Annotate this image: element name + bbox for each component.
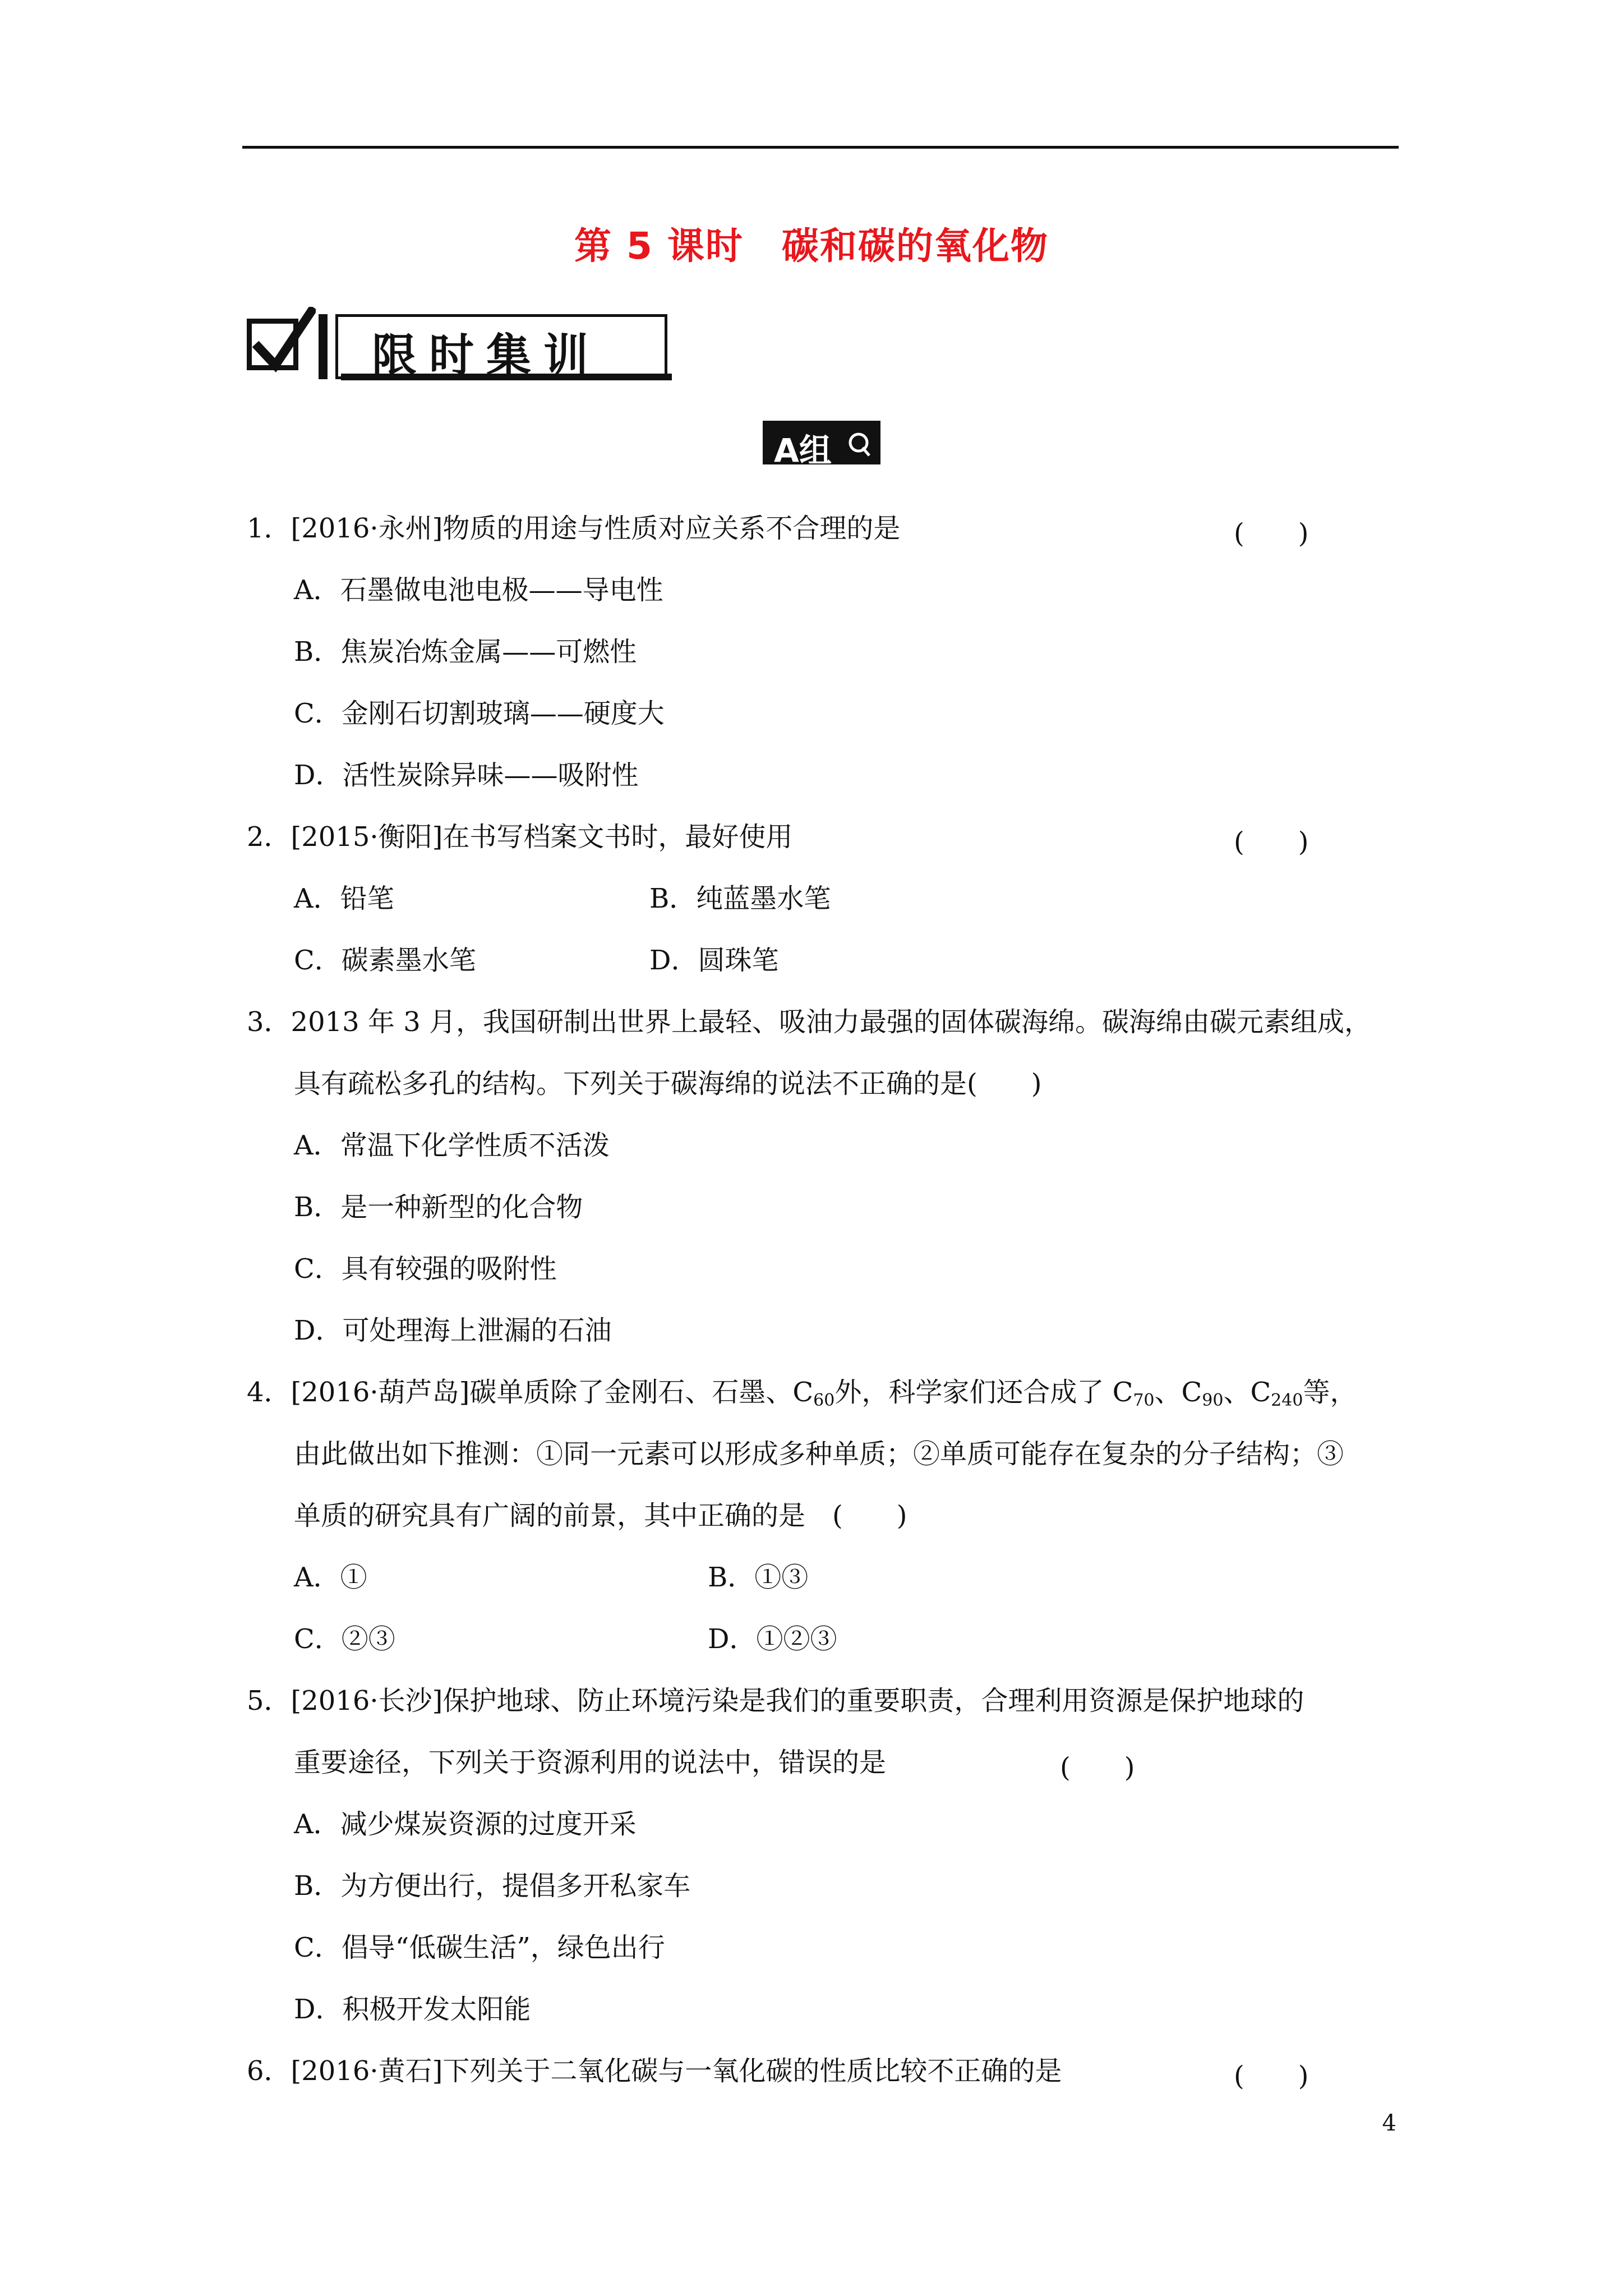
question-3-option-d: D．可处理海上泄漏的石油	[294, 1315, 612, 1346]
question-5-answer-blank: ( )	[1060, 1752, 1135, 1783]
q4-text-c: 、C	[1154, 1377, 1202, 1408]
magnifier-icon	[847, 431, 873, 458]
question-1-option-d: D．活性炭除异味——吸附性	[294, 760, 639, 791]
question-2-answer-blank: ( )	[1234, 826, 1309, 858]
q4-sub-240: 240	[1271, 1391, 1303, 1410]
question-5-stem-line-2: 重要途径，下列关于资源利用的说法中，错误的是	[294, 1747, 887, 1778]
question-2-option-b: B．纯蓝墨水笔	[649, 883, 831, 914]
question-1-stem: 1．[2016·永州]物质的用途与性质对应关系不合理的是	[247, 513, 901, 544]
question-3-stem-line-1: 3．2013 年 3 月，我国研制出世界上最轻、吸油力最强的固体碳海绵。碳海绵由碳元素组成，	[247, 1006, 1372, 1038]
question-4-option-a: A．①	[294, 1562, 367, 1593]
page-title: 第 5 课时 碳和碳的氧化物	[574, 224, 1049, 268]
banner-bar	[319, 314, 328, 379]
question-2-option-a: A．铅笔	[294, 883, 394, 914]
question-1-option-b: B．焦炭冶炼金属——可燃性	[294, 636, 637, 668]
group-label: A组	[774, 431, 832, 470]
question-5-stem-line-1: 5．[2016·长沙]保护地球、防止环境污染是我们的重要职责，合理利用资源是保护地球的	[247, 1685, 1304, 1717]
question-4-option-b: B．①③	[708, 1562, 809, 1593]
question-4-stem-line-2: 由此做出如下推测：①同一元素可以形成多种单质；②单质可能存在复杂的分子结构；③	[294, 1438, 1344, 1470]
question-3-option-c: C．具有较强的吸附性	[294, 1253, 557, 1285]
q4-sub-70: 70	[1133, 1391, 1155, 1410]
question-2-option-c: C．碳素墨水笔	[294, 945, 476, 976]
question-4-stem-line-3: 单质的研究具有广阔的前景，其中正确的是 ( )	[294, 1500, 907, 1531]
header-rule	[242, 146, 1399, 149]
q4-sub-90: 90	[1202, 1391, 1224, 1410]
question-4-stem-line-1	[247, 1375, 1357, 1409]
checkmark-icon	[248, 307, 316, 377]
group-badge	[763, 421, 880, 470]
question-3-option-a: A．常温下化学性质不活泼	[294, 1130, 610, 1161]
question-4-option-c: C．②③	[294, 1623, 395, 1655]
page-number: 4	[1382, 2110, 1396, 2136]
question-2-stem: 2．[2015·衡阳]在书写档案文书时，最好使用	[247, 821, 793, 853]
question-4-option-d: D．①②③	[708, 1623, 837, 1655]
q4-text-b: 外，科学家们还合成了 C	[834, 1377, 1133, 1408]
question-1-option-c: C．金刚石切割玻璃——硬度大	[294, 698, 665, 729]
section-banner	[319, 314, 667, 379]
q4-sub-60: 60	[813, 1391, 835, 1410]
question-3-option-b: B．是一种新型的化合物	[294, 1191, 583, 1223]
question-5-option-c: C．倡导“低碳生活”，绿色出行	[294, 1932, 665, 1963]
question-1-answer-blank: ( )	[1234, 518, 1309, 549]
question-5-option-a: A．减少煤炭资源的过度开采	[294, 1809, 637, 1840]
checkbox-icon	[247, 319, 298, 370]
q4-text-d: 、C	[1223, 1377, 1271, 1408]
question-1-option-a: A．石墨做电池电极——导电性	[294, 574, 663, 606]
question-5-option-d: D．积极开发太阳能	[294, 1994, 531, 2025]
question-3-stem-line-2: 具有疏松多孔的结构。下列关于碳海绵的说法不正确的是( )	[294, 1068, 1042, 1099]
question-6-stem: 6．[2016·黄石]下列关于二氧化碳与一氧化碳的性质比较不正确的是	[247, 2055, 1062, 2087]
q4-text-a: 4．[2016·葫芦岛]碳单质除了金刚石、石墨、C	[247, 1377, 814, 1408]
q4-text-e: 等，	[1303, 1377, 1357, 1408]
banner-box	[335, 314, 667, 379]
section-label: 限时集训	[372, 329, 601, 381]
question-5-option-b: B．为方便出行，提倡多开私家车	[294, 1870, 691, 1902]
question-2-option-d: D．圆珠笔	[649, 945, 779, 976]
question-6-answer-blank: ( )	[1234, 2060, 1309, 2092]
